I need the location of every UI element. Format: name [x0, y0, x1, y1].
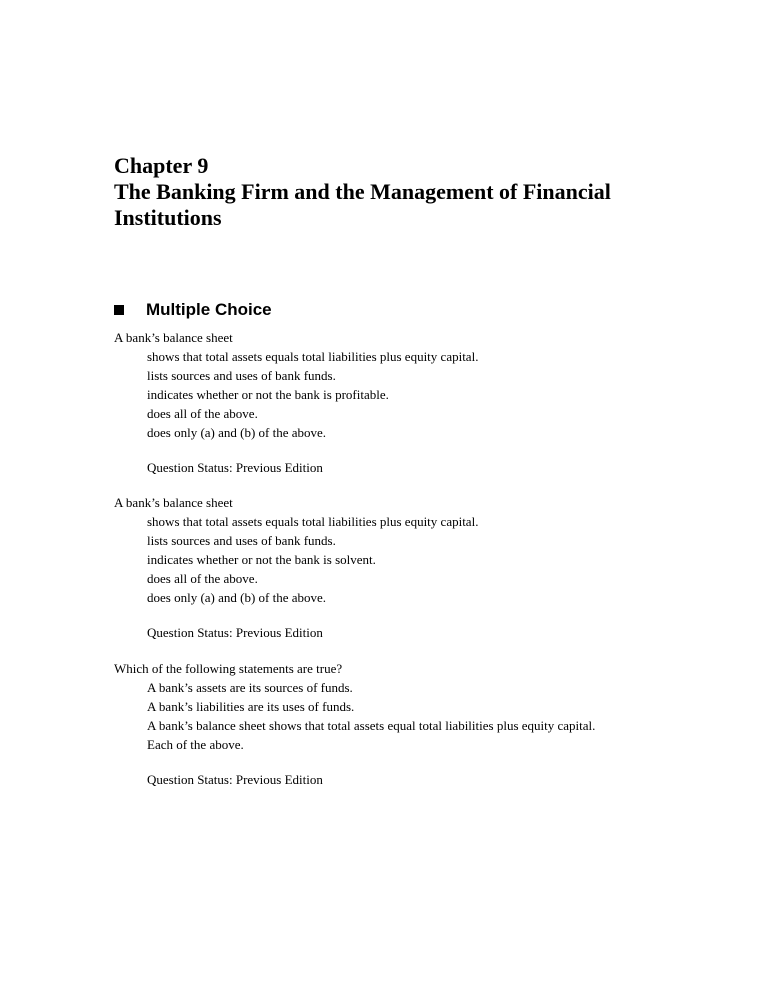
question-status: Question Status: Previous Edition [147, 460, 323, 475]
square-bullet-icon [114, 305, 124, 315]
chapter-title [114, 153, 674, 231]
answer-option-b: lists sources and uses of bank funds. [147, 533, 336, 548]
chapter-number: Chapter 9 [114, 153, 209, 178]
question-status: Question Status: Previous Edition [147, 625, 323, 640]
answer-option-e: does only (a) and (b) of the above. [147, 425, 327, 440]
answer-option-b: lists sources and uses of bank funds. [147, 368, 336, 383]
question-3 [114, 659, 714, 789]
answer-options [114, 678, 714, 754]
answer-option-c: indicates whether or not the bank is profitable. [147, 387, 389, 402]
answer-options [114, 347, 714, 442]
answer-option-d: does all of the above. [147, 406, 258, 421]
question-2 [114, 493, 714, 642]
answer-option-e: does only (a) and (b) of the above. [147, 590, 327, 605]
answer-option-a: shows that total assets equals total liabilities plus equity capital. [147, 514, 479, 529]
answer-option-c: A bank’s balance sheet shows that total assets equal total liabilities plus equity capital. [147, 718, 596, 733]
question-1 [114, 328, 714, 477]
chapter-name-line-1: The Banking Firm and the Management of Financial [114, 179, 611, 204]
answer-option-a: A bank’s assets are its sources of funds. [147, 680, 353, 695]
chapter-name-line-2: Institutions [114, 205, 222, 230]
question-status: Question Status: Previous Edition [147, 772, 323, 787]
section-heading [114, 297, 272, 323]
answer-option-d: does all of the above. [147, 571, 258, 586]
question-stem: A bank’s balance sheet [114, 330, 233, 345]
question-stem: A bank’s balance sheet [114, 495, 233, 510]
answer-option-b: A bank’s liabilities are its uses of funds. [147, 699, 355, 714]
question-stem: Which of the following statements are true? [114, 661, 343, 676]
answer-option-a: shows that total assets equals total liabilities plus equity capital. [147, 349, 479, 364]
answer-option-c: indicates whether or not the bank is solvent. [147, 552, 376, 567]
answer-options [114, 512, 714, 607]
section-title: Multiple Choice [146, 300, 272, 319]
answer-option-d: Each of the above. [147, 737, 244, 752]
